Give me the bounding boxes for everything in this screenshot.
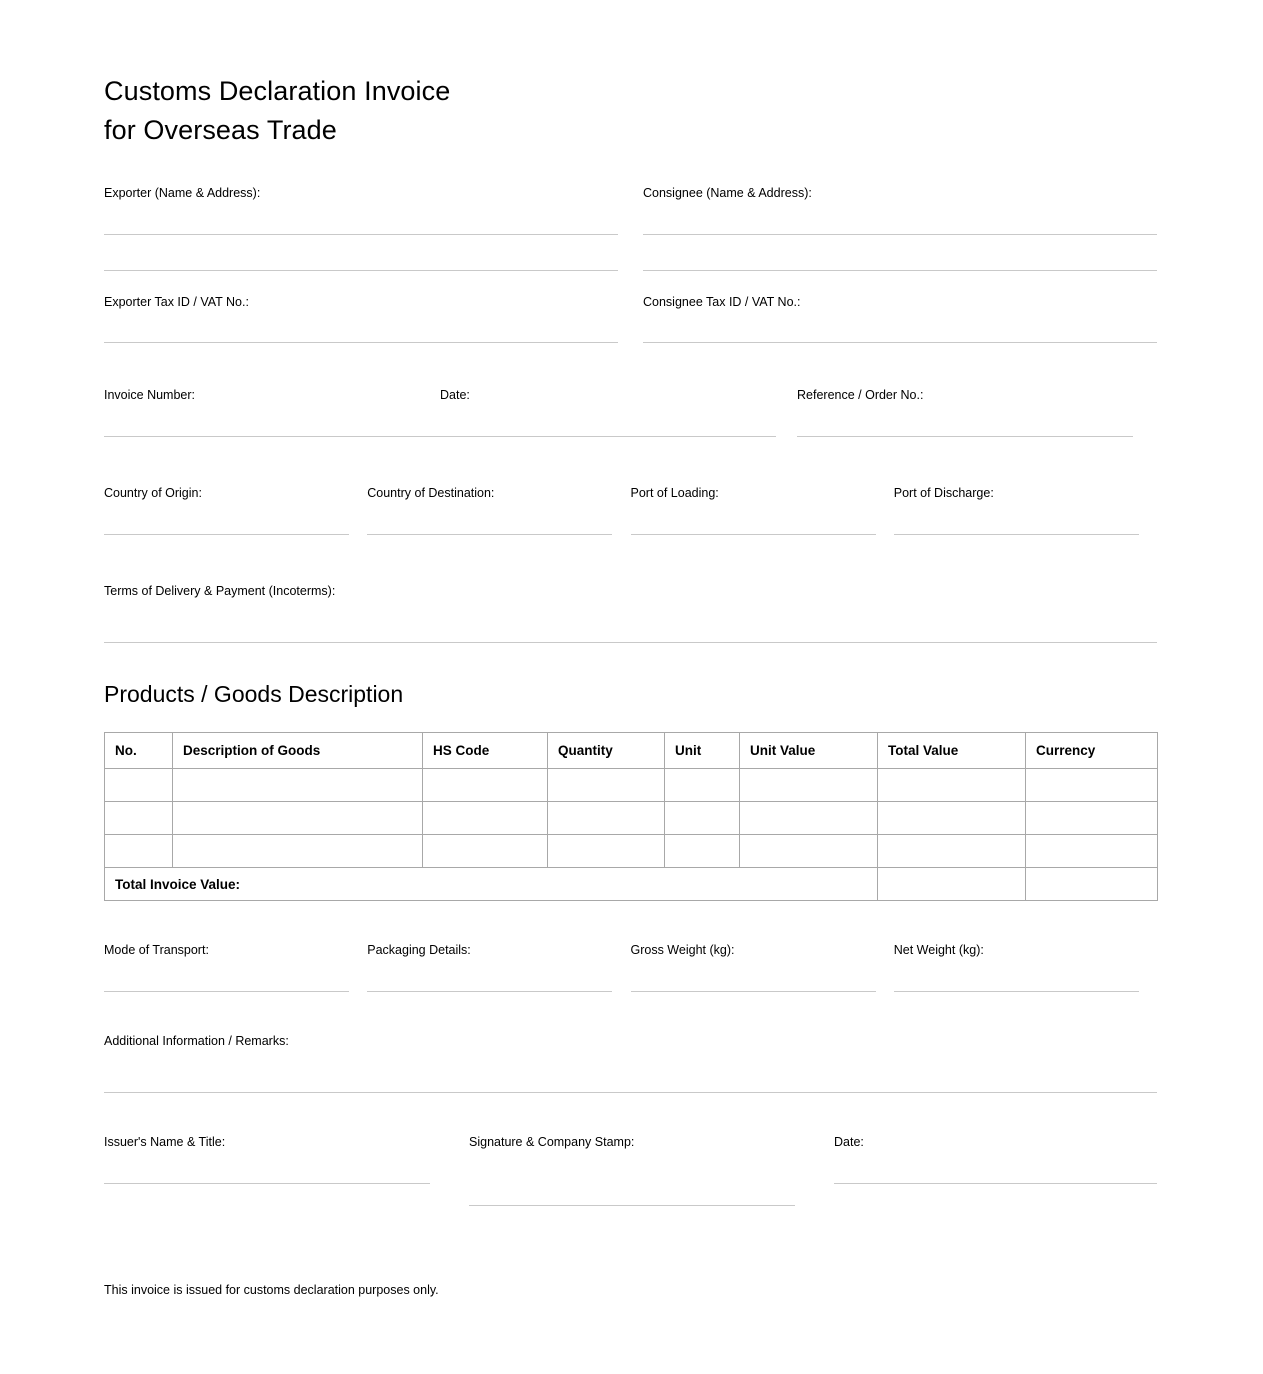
exporter-input-line-2[interactable] [104, 270, 618, 271]
cell-quantity[interactable] [548, 835, 665, 868]
packaging-details-input-line[interactable] [367, 991, 612, 992]
gross-weight-input-line[interactable] [631, 991, 876, 992]
signature-date-block [834, 1135, 1157, 1206]
exporter-tax-label: Exporter Tax ID / VAT No.: [104, 295, 249, 310]
stamp-block [469, 1135, 834, 1206]
total-invoice-currency-cell[interactable] [1026, 868, 1158, 901]
reference-block [797, 388, 1134, 437]
country-origin-label: Country of Origin: [104, 486, 202, 501]
shipment-row [104, 943, 1157, 992]
products-section [104, 681, 1157, 901]
cell-currency[interactable] [1026, 769, 1158, 802]
cell-hs-code[interactable] [423, 769, 548, 802]
mode-of-transport-label: Mode of Transport: [104, 943, 209, 958]
invoice-number-input-line[interactable] [104, 436, 440, 437]
country-origin-input-line[interactable] [104, 534, 349, 535]
exporter-tax-input-line[interactable] [104, 342, 618, 343]
country-origin-block [104, 486, 367, 535]
cell-total-value[interactable] [878, 835, 1026, 868]
page-title-line-2: for Overseas Trade [104, 115, 337, 146]
packaging-details-block [367, 943, 630, 992]
country-destination-label: Country of Destination: [367, 486, 495, 501]
issuer-input-line[interactable] [104, 1183, 430, 1184]
country-destination-input-line[interactable] [367, 534, 612, 535]
footer-note: This invoice is issued for customs declaration purposes only. [104, 1283, 439, 1298]
port-discharge-input-line[interactable] [894, 534, 1139, 535]
reference-input-line[interactable] [797, 436, 1133, 437]
port-discharge-label: Port of Discharge: [893, 486, 994, 501]
signature-date-input-line[interactable] [834, 1183, 1157, 1184]
col-no: No. [105, 733, 173, 769]
port-discharge-block [894, 486, 1157, 535]
cell-no[interactable] [105, 769, 173, 802]
net-weight-block [894, 943, 1157, 992]
consignee-block [643, 186, 1157, 271]
terms-label: Terms of Delivery & Payment (Incoterms): [104, 584, 336, 599]
table-row[interactable] [105, 802, 1158, 835]
cell-currency[interactable] [1026, 802, 1158, 835]
cell-quantity[interactable] [548, 802, 665, 835]
exporter-block [104, 186, 618, 271]
cell-total-value[interactable] [878, 769, 1026, 802]
mode-of-transport-input-line[interactable] [104, 991, 349, 992]
col-unit: Unit [665, 733, 740, 769]
consignee-tax-input-line[interactable] [643, 342, 1157, 343]
stamp-input-line[interactable] [469, 1205, 795, 1206]
stamp-label: Signature & Company Stamp: [469, 1135, 635, 1150]
cell-no[interactable] [105, 802, 173, 835]
table-row[interactable] [105, 835, 1158, 868]
page-title [104, 0, 1157, 150]
invoice-date-input-line[interactable] [440, 436, 776, 437]
page-title-line-1: Customs Declaration Invoice [104, 76, 451, 106]
cell-unit[interactable] [665, 802, 740, 835]
invoice-meta-row [104, 388, 1157, 437]
goods-table-header-row [105, 733, 1158, 769]
total-invoice-value-label: Total Invoice Value: [105, 868, 878, 901]
cell-description[interactable] [173, 802, 423, 835]
mode-of-transport-block [104, 943, 367, 992]
cell-currency[interactable] [1026, 835, 1158, 868]
exporter-label: Exporter (Name & Address): [104, 186, 261, 201]
reference-label: Reference / Order No.: [797, 388, 924, 403]
cell-description[interactable] [173, 835, 423, 868]
cell-unit[interactable] [665, 835, 740, 868]
terms-input-line[interactable] [104, 642, 1157, 643]
exporter-input-line-1[interactable] [104, 234, 618, 235]
invoice-number-block [104, 388, 440, 437]
col-total-value: Total Value [878, 733, 1026, 769]
port-loading-input-line[interactable] [631, 534, 876, 535]
invoice-date-label: Date: [440, 388, 470, 403]
cell-unit-value[interactable] [740, 769, 878, 802]
cell-no[interactable] [105, 835, 173, 868]
routing-row [104, 486, 1157, 535]
net-weight-label: Net Weight (kg): [893, 943, 984, 958]
table-total-row [105, 868, 1158, 901]
signature-date-label: Date: [834, 1135, 864, 1150]
invoice-date-block [440, 388, 797, 437]
cell-hs-code[interactable] [423, 835, 548, 868]
parties-row [104, 186, 1157, 271]
issuer-block [104, 1135, 469, 1206]
cell-hs-code[interactable] [423, 802, 548, 835]
cell-quantity[interactable] [548, 769, 665, 802]
cell-unit-value[interactable] [740, 802, 878, 835]
tax-row [104, 295, 1157, 343]
port-loading-label: Port of Loading: [630, 486, 719, 501]
products-section-title: Products / Goods Description [104, 681, 404, 708]
cell-unit[interactable] [665, 769, 740, 802]
col-unit-value: Unit Value [740, 733, 878, 769]
consignee-input-line-1[interactable] [643, 234, 1157, 235]
consignee-input-line-2[interactable] [643, 270, 1157, 271]
issuer-label: Issuer's Name & Title: [104, 1135, 226, 1150]
goods-table [104, 732, 1158, 901]
invoice-number-label: Invoice Number: [104, 388, 196, 403]
packaging-details-label: Packaging Details: [367, 943, 471, 958]
net-weight-input-line[interactable] [894, 991, 1139, 992]
gross-weight-label: Gross Weight (kg): [630, 943, 735, 958]
remarks-label: Additional Information / Remarks: [104, 1034, 289, 1049]
document-page [104, 0, 1157, 1297]
country-destination-block [367, 486, 630, 535]
remarks-input-line[interactable] [104, 1092, 1157, 1093]
consignee-tax-label: Consignee Tax ID / VAT No.: [643, 295, 801, 310]
col-hs-code: HS Code [423, 733, 548, 769]
consignee-label: Consignee (Name & Address): [643, 186, 812, 201]
total-invoice-value-cell[interactable] [878, 868, 1026, 901]
exporter-tax-block [104, 295, 618, 343]
remarks-block [104, 1034, 1157, 1093]
gross-weight-block [631, 943, 894, 992]
terms-block [104, 584, 1157, 643]
cell-unit-value[interactable] [740, 835, 878, 868]
table-row[interactable] [105, 769, 1158, 802]
cell-total-value[interactable] [878, 802, 1026, 835]
cell-description[interactable] [173, 769, 423, 802]
signature-row [104, 1135, 1157, 1206]
col-description: Description of Goods [173, 733, 423, 769]
col-currency: Currency [1026, 733, 1158, 769]
col-quantity: Quantity [548, 733, 665, 769]
port-loading-block [631, 486, 894, 535]
consignee-tax-block [643, 295, 1157, 343]
